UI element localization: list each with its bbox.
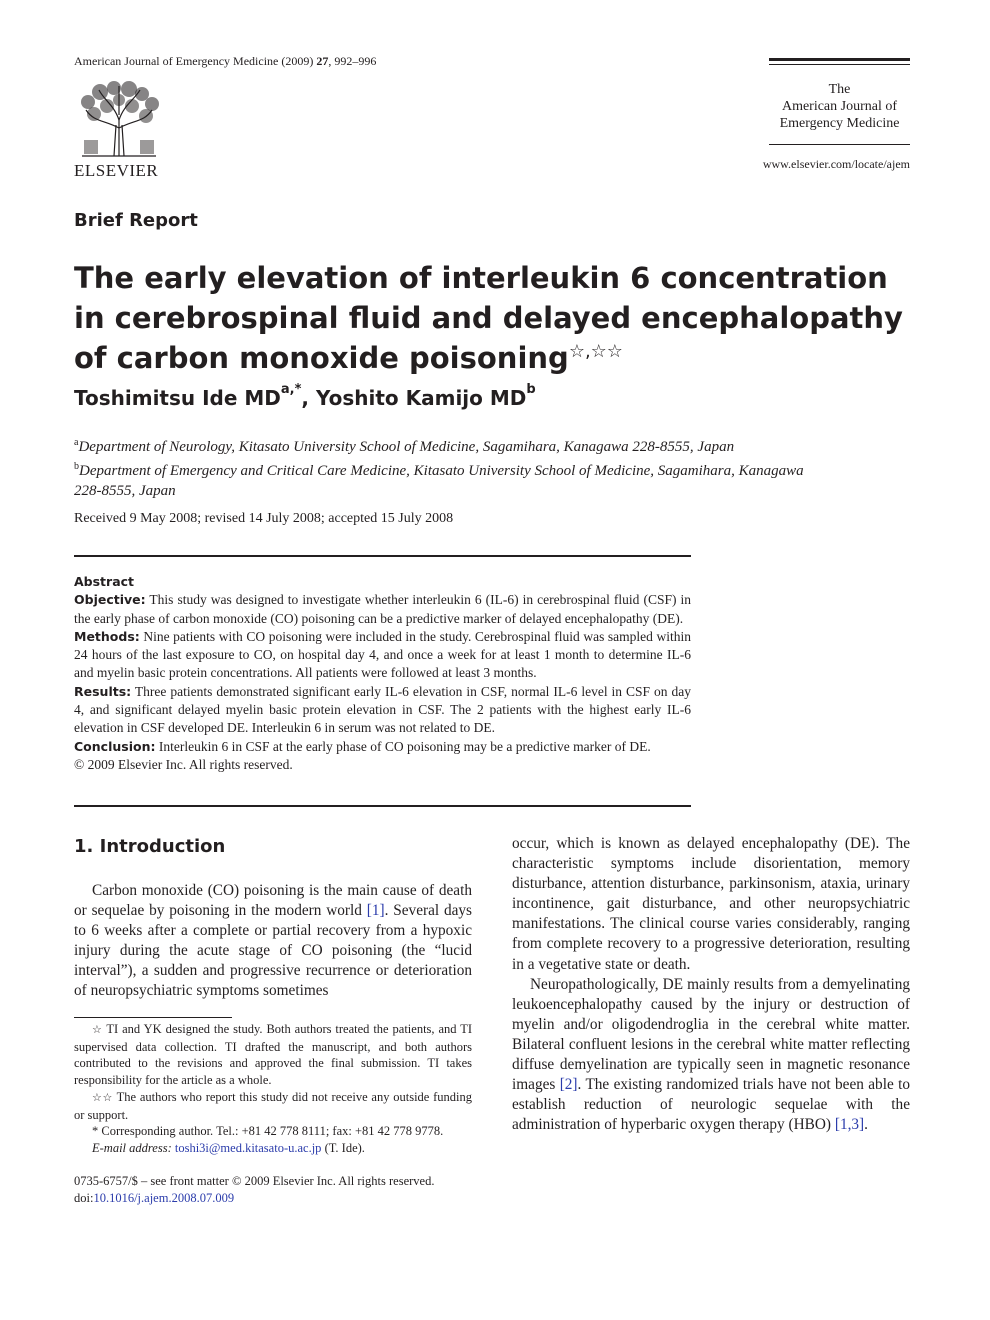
affiliation-a-mark: a (74, 437, 79, 448)
abstract-methods (74, 628, 691, 683)
abstract-rule-top (74, 555, 691, 557)
footnote-rule (74, 1017, 232, 1018)
affiliations (74, 433, 834, 501)
author-1-corresponding-mark[interactable]: * (294, 382, 302, 397)
doi-link[interactable]: 10.1016/j.ajem.2008.07.009 (93, 1191, 235, 1205)
footnote-2 (74, 1089, 472, 1123)
email-label: E-mail address: (92, 1140, 172, 1155)
footnote-3-text: Corresponding author. Tel.: +81 42 778 8111; fax: +81 42 778 9778. (98, 1124, 444, 1139)
title-text: The early elevation of interleukin 6 concentration in cerebrospinal fluid and delayed encephalopathy of carbon monoxide poisoning (74, 261, 903, 375)
elsevier-tree-logo-icon (74, 80, 164, 158)
journal-name (769, 81, 910, 132)
email-suffix: (T. Ide). (321, 1140, 365, 1155)
results-label: Results: (74, 683, 132, 699)
objective-label: Objective: (74, 592, 146, 608)
citation-volume: 27 (316, 54, 329, 68)
footnote-1 (74, 1021, 472, 1089)
journal-name-line1: The (828, 82, 851, 97)
author-separator: , (301, 386, 316, 410)
abstract-copyright: © 2009 Elsevier Inc. All rights reserved. (74, 756, 293, 772)
footnote-1-mark: ☆ (92, 1024, 103, 1036)
body-column-left (74, 881, 472, 1002)
footnote-1-text: TI and YK designed the study. Both authors treated the patients, and TI supervised data collection. TI drafted the manuscript, and both authors contributed to the revisions and approved the final submission. TI takes responsibility for the article as a whole. (74, 1022, 472, 1088)
page-footer (74, 1173, 434, 1207)
affiliation-a-text: Department of Neurology, Kitasato University School of Medicine, Sagamihara, Kanagawa 228-8555, Japan (78, 439, 735, 455)
citation-link-1[interactable]: [1] (366, 902, 385, 920)
conclusion-label: Conclusion: (74, 738, 156, 754)
footnote-3 (74, 1123, 472, 1140)
doi-label: doi: (74, 1191, 94, 1205)
abstract-conclusion (74, 738, 691, 756)
received-dates: Received 9 May 2008; revised 14 July 2008; accepted 15 July 2008 (74, 511, 454, 526)
citation-link-2[interactable]: [2] (559, 1076, 578, 1094)
body-column-right (512, 834, 910, 1135)
affiliation-b-text: Department of Emergency and Critical Care Medicine, Kitasato University School of Medicine, Sagamihara, Kanagawa 228-8555, Japan (74, 463, 804, 499)
author-list (74, 382, 536, 410)
abstract-objective (74, 591, 691, 628)
methods-text: Nine patients with CO poisoning were included in the study. Cerebrospinal fluid was sampled within 24 hours of the last exposure to CO, on hospital day 4, and once a week for at least 1 month to determine IL-6 and myelin basic protein concentrations. All patients were followed at least 3 months. (74, 628, 691, 681)
intro-paragraph-1-continued (512, 834, 910, 975)
affiliation-b (74, 457, 834, 501)
journal-citation (74, 54, 376, 69)
footnote-2-text: The authors who report this study did not receive any outside funding or support. (74, 1089, 473, 1122)
intro-p1-text-b-left: . Several days to 6 weeks after a complete or partial recovery from a hypoxic injury during the acute stage of CO poisoning (the “lucid interval”), a sudden and progressive recurrence or deterioration of neuropsychiatric symptoms sometimes (74, 902, 472, 1000)
abstract (74, 573, 691, 774)
intro-p2-text-a: Neuropathologically, DE mainly results from a demyelinating leukoencephalopathy caused by the injury or destruction of myelin and/or oligodendroglia in the cerebral white matter. Bilateral confluent lesions in the cerebral white matter reflecting diffuse demyelination are typically seen in magnetic resonance images (512, 975, 910, 1094)
intro-p2-text-b: . The existing randomized trials have not been able to establish reduction of neurologic sequelae with the administration of hyperbaric oxygen therapy (HBO) (512, 1076, 910, 1134)
footnote-email (74, 1140, 472, 1157)
issn-line: 0735-6757/$ – see front matter © 2009 Elsevier Inc. All rights reserved. (74, 1174, 435, 1188)
footnote-2-mark: ☆☆ (92, 1091, 114, 1104)
citation-prefix: American Journal of Emergency Medicine (2009) (74, 54, 317, 68)
abstract-heading: Abstract (74, 574, 135, 589)
journal-name-line2: American Journal of (781, 99, 898, 114)
publisher-name: ELSEVIER (74, 161, 159, 180)
conclusion-text: Interleukin 6 in CSF at the early phase of CO poisoning may be a predictive marker of DE. (155, 738, 651, 754)
results-text: Three patients demonstrated significant early IL-6 elevation in CSF, normal IL-6 level in CSF on day 4, and significant delayed myelin basic protein elevation in CSF. The 2 patients with the highest early IL-6 elevation in CSF developed DE. Interleukin 6 in serum was not related to DE. (74, 683, 691, 736)
masthead-rule-bottom (769, 144, 910, 145)
footnotes (74, 1021, 472, 1157)
section-heading-introduction: 1. Introduction (74, 836, 226, 857)
intro-paragraph-2 (512, 975, 910, 1136)
affiliation-b-mark: b (74, 461, 79, 472)
intro-p1-text-a: Carbon monoxide (CO) poisoning is the main cause of death or sequelae by poisoning in the modern world (74, 882, 472, 920)
author-2-affil-mark: b (526, 382, 536, 397)
masthead-rule-top (769, 58, 910, 61)
abstract-rule-bottom (74, 805, 691, 807)
author-1: Toshimitsu Ide MD (74, 386, 281, 410)
journal-name-line3: Emergency Medicine (779, 116, 900, 131)
intro-p1-text-b-right: occur, which is known as delayed encephalopathy (DE). The characteristic symptoms include disorientation, memory disturbance, attention disturbance, parkinsonism, ataxia, urinary incontinence, gait disturbance, and other neuropsychiatric manifestations. The clinical course varies considerably, ranging from complete recovery to a progressive deterioration, resulting in a vegetative state or death. (512, 835, 910, 973)
doi-line (74, 1190, 434, 1207)
section-type: Brief Report (74, 210, 198, 231)
abstract-results (74, 683, 691, 738)
title-footnote-marks[interactable]: ☆,☆☆ (568, 341, 623, 362)
intro-p2-text-c: . (864, 1116, 868, 1134)
citation-pages: , 992–996 (328, 54, 377, 68)
masthead-rule-thin (769, 64, 910, 65)
email-link[interactable]: toshi3i@med.kitasato-u.ac.jp (174, 1140, 322, 1155)
objective-text: This study was designed to investigate whether interleukin 6 (IL-6) in cerebrospinal fluid (CSF) in the early phase of carbon monoxide (CO) poisoning can be a predictive marker of delayed encephalopathy (DE). (74, 592, 691, 626)
methods-label: Methods: (74, 628, 140, 644)
journal-url[interactable]: www.elsevier.com/locate/ajem (762, 157, 910, 171)
affiliation-a (74, 433, 834, 457)
author-2: Yoshito Kamijo MD (315, 386, 527, 410)
intro-paragraph-1-start (74, 881, 472, 1002)
article-title (74, 258, 924, 378)
journal-masthead (769, 58, 910, 145)
author-1-affil-mark: a, (280, 382, 295, 397)
footnote-3-mark: * (92, 1124, 99, 1139)
citation-link-3[interactable]: [1,3] (834, 1116, 865, 1134)
